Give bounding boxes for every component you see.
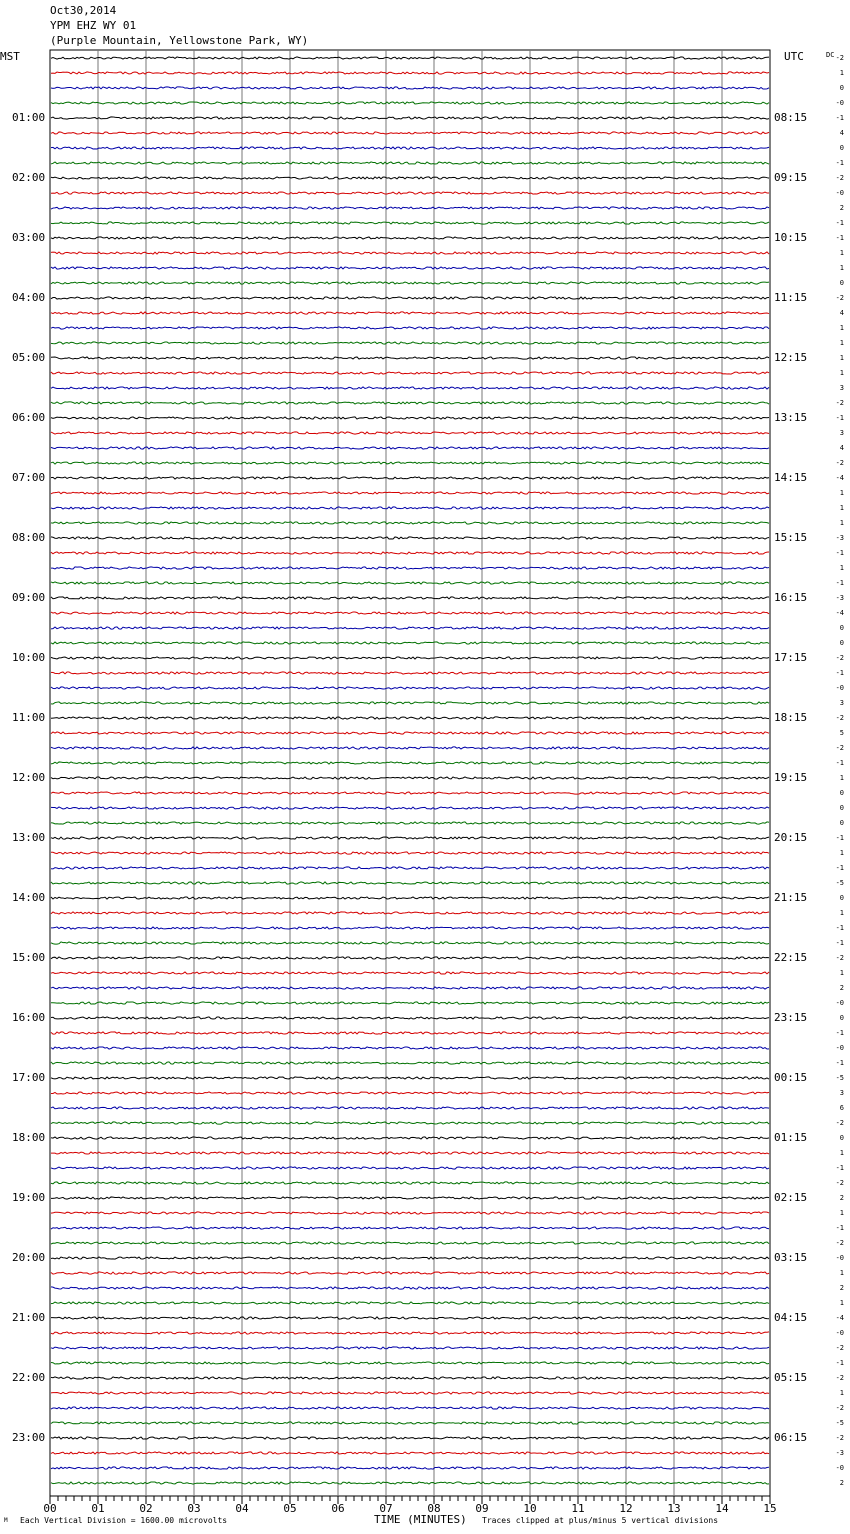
dc-offset-label: -0 [835,1254,844,1262]
dc-offset-label: 1 [839,564,844,572]
seismic-trace [51,1017,769,1019]
mst-hour-label: 11:00 [12,711,46,724]
x-tick-label: 05 [283,1502,297,1515]
dc-offset-label: -0 [835,684,844,692]
seismic-trace [51,132,769,134]
dc-offset-label: 2 [839,1479,844,1487]
dc-offset-label: -0 [835,99,844,107]
dc-offset-label: 0 [839,789,844,797]
seismic-trace [51,387,769,389]
seismic-trace [51,297,769,299]
dc-offset-label: 3 [839,384,844,392]
dc-offset-label: -1 [835,1224,844,1232]
seismic-trace [51,1377,769,1379]
dc-offset-label: 1 [839,489,844,497]
dc-offset-label: 2 [839,1284,844,1292]
dc-offset-label: 4 [839,309,844,317]
seismic-trace [51,1077,769,1079]
dc-offset-label: -4 [835,474,844,482]
seismic-trace [51,957,769,959]
seismic-trace [51,897,769,899]
dc-offset-label: -1 [835,219,844,227]
dc-offset-label: -3 [835,534,844,542]
seismic-trace [51,1167,769,1169]
mst-hour-label: 18:00 [12,1131,46,1144]
dc-offset-label: -2 [835,1404,844,1412]
seismic-trace [51,447,769,449]
dc-offset-label: -1 [835,924,844,932]
x-tick-label: 14 [715,1502,729,1515]
dc-offset-label: 2 [839,204,844,212]
dc-offset-label: 1 [839,504,844,512]
scale-note: Each Vertical Division = 1600.00 microvolts [20,1516,228,1525]
seismic-trace [51,237,769,239]
clip-note: Traces clipped at plus/minus 5 vertical divisions [482,1516,719,1525]
mst-hour-label: 05:00 [12,351,46,364]
mst-hour-label: 01:00 [12,111,46,124]
seismic-trace [51,1317,769,1319]
utc-hour-label: 14:15 [774,471,808,484]
utc-hour-label: 21:15 [774,891,808,904]
dc-offset-label: -1 [835,414,844,422]
dc-offset-label: -2 [835,954,844,962]
seismic-trace [51,117,769,119]
seismic-trace [51,762,769,764]
seismic-trace [51,867,769,869]
dc-offset-label: 1 [839,969,844,977]
utc-hour-label: 05:15 [774,1371,808,1384]
dc-offset-label: 1 [839,1269,844,1277]
seismic-trace [51,207,769,209]
dc-offset-label: 1 [839,339,844,347]
utc-hour-label: 00:15 [774,1071,808,1084]
seismic-trace [51,1197,769,1199]
mst-hour-label: 02:00 [12,171,46,184]
dc-header: DC [826,51,835,59]
seismic-trace [51,1347,769,1349]
seismic-trace [51,912,769,914]
seismic-trace [51,507,769,509]
seismic-trace [51,1332,769,1334]
location-label: (Purple Mountain, Yellowstone Park, WY) [50,34,309,47]
utc-hour-label: 01:15 [774,1131,808,1144]
seismic-trace [51,822,769,824]
seismic-trace [51,1257,769,1259]
dc-offset-label: 0 [839,144,844,152]
utc-hour-label: 22:15 [774,951,808,964]
dc-offset-label: -3 [835,1449,844,1457]
utc-hour-label: 08:15 [774,111,808,124]
dc-offset-label: -2 [835,1179,844,1187]
dc-offset-label: -2 [835,714,844,722]
utc-hour-label: 23:15 [774,1011,808,1024]
seismic-trace [51,837,769,839]
dc-offset-label: 3 [839,1089,844,1097]
dc-offset-label: 1 [839,849,844,857]
seismic-trace [51,807,769,809]
utc-axis-title: UTC [784,50,804,63]
x-tick-label: 15 [763,1502,777,1515]
seismic-trace [51,972,769,974]
dc-offset-label: -2 [835,1434,844,1442]
seismic-trace [51,1137,769,1139]
dc-offset-label: -4 [835,609,844,617]
mst-hour-label: 10:00 [12,651,46,664]
dc-offset-label: -5 [835,1419,844,1427]
mst-hour-label: 17:00 [12,1071,46,1084]
seismic-trace [51,852,769,854]
seismic-trace [51,747,769,749]
seismic-trace [51,57,769,59]
dc-offset-label: 1 [839,1149,844,1157]
seismic-trace [51,162,769,164]
dc-offset-label: -3 [835,594,844,602]
dc-offset-label: 1 [839,69,844,77]
seismic-trace [51,1107,769,1109]
dc-offset-label: 1 [839,1209,844,1217]
dc-offset-label: -2 [835,459,844,467]
utc-hour-label: 19:15 [774,771,808,784]
dc-offset-label: -0 [835,189,844,197]
seismic-trace [51,177,769,179]
seismic-trace [51,987,769,989]
seismic-trace [51,432,769,434]
seismic-trace [51,597,769,599]
dc-offset-label: -1 [835,579,844,587]
dc-offset-label: 1 [839,354,844,362]
mst-hour-label: 21:00 [12,1311,46,1324]
dc-offset-label: -0 [835,999,844,1007]
seismic-trace [51,702,769,704]
dc-offset-label: 2 [839,984,844,992]
seismic-trace [51,522,769,524]
mst-hour-label: 16:00 [12,1011,46,1024]
dc-offset-label: 1 [839,909,844,917]
seismic-trace [51,327,769,329]
seismic-trace [51,537,769,539]
utc-hour-label: 06:15 [774,1431,808,1444]
x-tick-label: 11 [571,1502,585,1515]
seismic-trace [51,1407,769,1409]
dc-offset-label: -2 [835,1344,844,1352]
seismic-trace [51,1362,769,1364]
dc-offset-label: -2 [835,399,844,407]
dc-offset-label: -1 [835,1059,844,1067]
corner-mark: M [4,1517,8,1524]
seismic-trace [51,417,769,419]
x-tick-label: 10 [523,1502,537,1515]
seismic-trace [51,282,769,284]
seismic-trace [51,567,769,569]
mst-hour-label: 03:00 [12,231,46,244]
utc-hour-label: 11:15 [774,291,808,304]
dc-offset-label: -1 [835,759,844,767]
seismic-trace [51,777,769,779]
seismic-trace [51,1482,769,1484]
seismic-trace [51,1062,769,1064]
seismic-trace [51,942,769,944]
dc-offset-label: 0 [839,84,844,92]
dc-offset-label: -2 [835,294,844,302]
utc-hour-label: 03:15 [774,1251,808,1264]
seismic-trace [51,882,769,884]
dc-offset-label: -2 [835,1374,844,1382]
dc-offset-label: -2 [835,654,844,662]
seismic-trace [51,1467,769,1469]
mst-hour-label: 20:00 [12,1251,46,1264]
seismic-trace [51,102,769,104]
x-tick-label: 04 [235,1502,249,1515]
dc-offset-label: -4 [835,1314,844,1322]
dc-offset-label: -2 [835,1239,844,1247]
dc-offset-label: 0 [839,639,844,647]
seismic-trace [51,342,769,344]
seismic-trace [51,147,769,149]
mst-hour-label: 07:00 [12,471,46,484]
seismic-trace [51,477,769,479]
dc-offset-label: -1 [835,669,844,677]
dc-offset-label: 6 [839,1104,844,1112]
x-tick-label: 01 [91,1502,105,1515]
seismic-trace [51,1437,769,1439]
seismic-trace [51,357,769,359]
seismic-trace [51,1212,769,1214]
dc-offset-label: 3 [839,699,844,707]
mst-hour-label: 15:00 [12,951,46,964]
seismic-trace [51,1392,769,1394]
seismic-trace [51,402,769,404]
seismic-trace [51,627,769,629]
mst-axis-title: MST [0,50,20,63]
seismic-trace [51,927,769,929]
utc-hour-label: 17:15 [774,651,808,664]
seismic-trace [51,462,769,464]
seismic-trace [51,1452,769,1454]
dc-offset-label: -5 [835,1074,844,1082]
dc-offset-label: -1 [835,834,844,842]
dc-offset-label: 0 [839,279,844,287]
seismic-trace [51,372,769,374]
mst-hour-label: 13:00 [12,831,46,844]
dc-offset-label: 0 [839,819,844,827]
utc-hour-label: 13:15 [774,411,808,424]
seismic-trace [51,672,769,674]
utc-hour-label: 02:15 [774,1191,808,1204]
mst-hour-label: 14:00 [12,891,46,904]
mst-hour-label: 08:00 [12,531,46,544]
mst-hour-label: 22:00 [12,1371,46,1384]
utc-hour-label: 09:15 [774,171,808,184]
seismic-trace [51,1047,769,1049]
x-tick-label: 06 [331,1502,345,1515]
dc-offset-label: -1 [835,1359,844,1367]
utc-hour-label: 12:15 [774,351,808,364]
dc-offset-label: 1 [839,1299,844,1307]
utc-hour-label: 16:15 [774,591,808,604]
mst-hour-label: 06:00 [12,411,46,424]
dc-offset-label: -1 [835,234,844,242]
dc-offset-label: 1 [839,264,844,272]
seismic-trace [51,1272,769,1274]
date-label: Oct30,2014 [50,4,117,17]
dc-offset-label: 1 [839,1389,844,1397]
seismic-trace [51,1302,769,1304]
dc-offset-label: 5 [839,729,844,737]
dc-offset-label: -2 [835,744,844,752]
seismic-trace [51,1227,769,1229]
seismic-trace [51,582,769,584]
x-tick-label: 09 [475,1502,489,1515]
seismic-trace [51,642,769,644]
dc-offset-label: -1 [835,1164,844,1172]
seismic-trace [51,1122,769,1124]
x-tick-label: 13 [667,1502,681,1515]
x-tick-label: 07 [379,1502,393,1515]
seismic-trace [51,1182,769,1184]
seismic-trace [51,192,769,194]
dc-offset-label: 4 [839,444,844,452]
dc-offset-label: 1 [839,369,844,377]
dc-offset-label: -0 [835,1044,844,1052]
utc-hour-label: 18:15 [774,711,808,724]
station-label: YPM EHZ WY 01 [50,19,137,32]
dc-offset-label: 2 [839,1194,844,1202]
mst-hour-label: 04:00 [12,291,46,304]
dc-offset-label: 1 [839,519,844,527]
dc-offset-label: 0 [839,1014,844,1022]
utc-hour-label: 20:15 [774,831,808,844]
x-tick-label: 02 [139,1502,153,1515]
dc-offset-label: 0 [839,1134,844,1142]
seismic-trace [51,222,769,224]
seismic-trace [51,1092,769,1094]
dc-offset-label: -5 [835,879,844,887]
seismic-trace [51,687,769,689]
utc-hour-label: 04:15 [774,1311,808,1324]
utc-hour-label: 15:15 [774,531,808,544]
seismic-trace [51,1152,769,1154]
seismic-trace [51,492,769,494]
seismic-trace [51,1032,769,1034]
x-tick-label: 00 [43,1502,57,1515]
dc-offset-label: -2 [835,1119,844,1127]
mst-hour-label: 19:00 [12,1191,46,1204]
mst-hour-label: 12:00 [12,771,46,784]
dc-offset-label: -0 [835,1464,844,1472]
x-axis-title: TIME (MINUTES) [374,1513,467,1526]
dc-offset-label: -2 [835,174,844,182]
mst-hour-label: 23:00 [12,1431,46,1444]
dc-offset-label: 0 [839,804,844,812]
seismic-trace [51,72,769,74]
dc-offset-label: -1 [835,159,844,167]
seismic-trace [51,612,769,614]
x-tick-label: 12 [619,1502,633,1515]
seismic-trace [51,267,769,269]
dc-offset-label: -2 [835,54,844,62]
seismic-trace [51,1242,769,1244]
seismic-trace [51,552,769,554]
x-tick-label: 08 [427,1502,441,1515]
plot-frame [50,50,770,1496]
mst-hour-label: 09:00 [12,591,46,604]
seismic-trace [51,732,769,734]
dc-offset-label: -1 [835,114,844,122]
dc-offset-label: 1 [839,774,844,782]
dc-offset-label: 0 [839,624,844,632]
utc-hour-label: 10:15 [774,231,808,244]
dc-offset-label: -1 [835,1029,844,1037]
dc-offset-label: 3 [839,429,844,437]
seismic-trace [51,252,769,254]
seismic-trace [51,792,769,794]
seismic-trace [51,312,769,314]
seismic-trace [51,717,769,719]
dc-offset-label: 1 [839,249,844,257]
dc-offset-label: -1 [835,939,844,947]
dc-offset-label: 4 [839,129,844,137]
dc-offset-label: -1 [835,864,844,872]
seismic-trace [51,1287,769,1289]
seismic-trace [51,1422,769,1424]
seismic-trace [51,1002,769,1004]
dc-offset-label: 0 [839,894,844,902]
x-tick-label: 03 [187,1502,201,1515]
dc-offset-label: -1 [835,549,844,557]
seismic-trace [51,87,769,89]
dc-offset-label: -0 [835,1329,844,1337]
dc-offset-label: 1 [839,324,844,332]
seismic-trace [51,657,769,659]
